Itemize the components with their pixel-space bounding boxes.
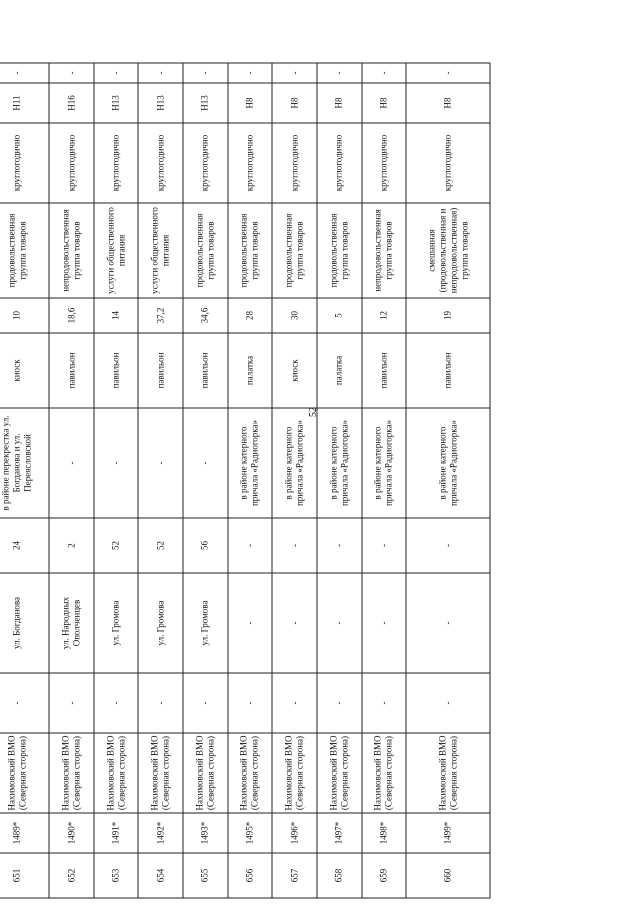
scheme-code-cell: Н16 (49, 83, 94, 123)
col13-cell: - (272, 63, 317, 83)
street-cell: - (362, 573, 407, 673)
table-row (362, 63, 407, 898)
house-cell: 52 (138, 518, 183, 573)
specialization-cell: смешанная (продовольственная и непродовольственная) группа товаров (406, 203, 490, 298)
landmark-cell: в районе катерного причала «Радиогорка» (317, 408, 362, 518)
landmark-cell: в районе катерного причала «Радиогорка» (272, 408, 317, 518)
specialization-cell: услуги общественного питания (138, 203, 183, 298)
object-id: 1489* (0, 813, 49, 853)
period-cell: круглогодично (228, 123, 273, 203)
landmark-cell: - (49, 408, 94, 518)
col13-cell: - (362, 63, 407, 83)
area-cell: 34,6 (183, 298, 228, 333)
row-number: 651 (0, 853, 49, 898)
district-cell: Нахимовский ВМО (Северная сторона) (406, 733, 490, 813)
street-cell: - (228, 573, 273, 673)
col4-cell: - (138, 673, 183, 733)
row-number: 653 (94, 853, 139, 898)
house-cell: 52 (94, 518, 139, 573)
table-row (0, 63, 49, 898)
object-type-cell: павильон (362, 333, 407, 408)
object-type-cell: палатка (317, 333, 362, 408)
house-cell: - (317, 518, 362, 573)
area-cell: 30 (272, 298, 317, 333)
house-cell: 56 (183, 518, 228, 573)
rotated-table (0, 64, 491, 899)
row-number: 658 (317, 853, 362, 898)
scheme-code-cell: Н13 (138, 83, 183, 123)
period-cell: круглогодично (183, 123, 228, 203)
period-cell: круглогодично (272, 123, 317, 203)
house-cell: 24 (0, 518, 49, 573)
area-cell: 12 (362, 298, 407, 333)
street-cell: ул. Богданова (0, 573, 49, 673)
col13-cell: - (49, 63, 94, 83)
street-cell: - (272, 573, 317, 673)
specialization-cell: услуги общественного питания (94, 203, 139, 298)
landmark-cell: в районе катерного причала «Радиогорка» (406, 408, 490, 518)
period-cell: круглогодично (94, 123, 139, 203)
object-id: 1495* (228, 813, 273, 853)
table-row (183, 63, 228, 898)
house-cell: - (362, 518, 407, 573)
table-row (138, 63, 183, 898)
area-cell: 14 (94, 298, 139, 333)
data-table (0, 63, 491, 899)
specialization-cell: продовольственная группа товаров (317, 203, 362, 298)
period-cell: круглогодично (317, 123, 362, 203)
col13-cell: - (228, 63, 273, 83)
table-row (228, 63, 273, 898)
district-cell: Нахимовский ВМО (Северная сторона) (0, 733, 49, 813)
scheme-code-cell: Н13 (183, 83, 228, 123)
district-cell: Нахимовский ВМО (Северная сторона) (94, 733, 139, 813)
street-cell: ул. Народных Ополченцев (49, 573, 94, 673)
object-id: 1493* (183, 813, 228, 853)
object-id: 1496* (272, 813, 317, 853)
object-id: 1491* (94, 813, 139, 853)
col4-cell: - (317, 673, 362, 733)
landmark-cell: - (138, 408, 183, 518)
row-number: 652 (49, 853, 94, 898)
scheme-code-cell: Н8 (228, 83, 273, 123)
district-cell: Нахимовский ВМО (Северная сторона) (183, 733, 228, 813)
district-cell: Нахимовский ВМО (Северная сторона) (49, 733, 94, 813)
scheme-code-cell: Н8 (272, 83, 317, 123)
table-row (49, 63, 94, 898)
specialization-cell: непродовольственная группа товаров (362, 203, 407, 298)
period-cell: круглогодично (0, 123, 49, 203)
object-type-cell: киоск (272, 333, 317, 408)
col13-cell: - (406, 63, 490, 83)
district-cell: Нахимовский ВМО (Северная сторона) (317, 733, 362, 813)
period-cell: круглогодично (138, 123, 183, 203)
row-number: 659 (362, 853, 407, 898)
house-cell: - (272, 518, 317, 573)
object-type-cell: павильон (94, 333, 139, 408)
street-cell: ул. Громова (183, 573, 228, 673)
col4-cell: - (94, 673, 139, 733)
landmark-cell: в районе перекрестка ул. Богданова и ул. Переясловской (0, 408, 49, 518)
house-cell: 2 (49, 518, 94, 573)
specialization-cell: непродовольственная группа товаров (49, 203, 94, 298)
col4-cell: - (183, 673, 228, 733)
object-type-cell: павильон (183, 333, 228, 408)
street-cell: ул. Громова (138, 573, 183, 673)
row-number: 660 (406, 853, 490, 898)
col4-cell: - (228, 673, 273, 733)
table-row (317, 63, 362, 898)
landmark-cell: - (94, 408, 139, 518)
object-type-cell: киоск (0, 333, 49, 408)
object-id: 1499* (406, 813, 490, 853)
period-cell: круглогодично (362, 123, 407, 203)
row-number: 655 (183, 853, 228, 898)
scheme-code-cell: Н8 (406, 83, 490, 123)
district-cell: Нахимовский ВМО (Северная сторона) (272, 733, 317, 813)
scheme-code-cell: Н8 (362, 83, 407, 123)
area-cell: 28 (228, 298, 273, 333)
object-id: 1490* (49, 813, 94, 853)
district-cell: Нахимовский ВМО (Северная сторона) (138, 733, 183, 813)
street-cell: - (317, 573, 362, 673)
period-cell: круглогодично (49, 123, 94, 203)
landmark-cell: в районе катерного причала «Радиогорка» (362, 408, 407, 518)
col4-cell: - (272, 673, 317, 733)
table-row (272, 63, 317, 898)
object-id: 1492* (138, 813, 183, 853)
district-cell: Нахимовский ВМО (Северная сторона) (362, 733, 407, 813)
object-type-cell: палатка (228, 333, 273, 408)
area-cell: 37,2 (138, 298, 183, 333)
col13-cell: - (317, 63, 362, 83)
specialization-cell: продовольственная группа товаров (228, 203, 273, 298)
object-id: 1498* (362, 813, 407, 853)
area-cell: 19 (406, 298, 490, 333)
row-number: 654 (138, 853, 183, 898)
street-cell: ул. Громова (94, 573, 139, 673)
col4-cell: - (406, 673, 490, 733)
object-type-cell: павильон (138, 333, 183, 408)
house-cell: - (406, 518, 490, 573)
specialization-cell: продовольственная группа товаров (272, 203, 317, 298)
scheme-code-cell: Н11 (0, 83, 49, 123)
landmark-cell: в районе катерного причала «Радиогорка» (228, 408, 273, 518)
district-cell: Нахимовский ВМО (Северная сторона) (228, 733, 273, 813)
area-cell: 10 (0, 298, 49, 333)
scheme-code-cell: Н13 (94, 83, 139, 123)
col4-cell: - (362, 673, 407, 733)
street-cell: - (406, 573, 490, 673)
landmark-cell: - (183, 408, 228, 518)
col13-cell: - (183, 63, 228, 83)
table-row (406, 63, 490, 898)
col13-cell: - (138, 63, 183, 83)
row-number: 656 (228, 853, 273, 898)
col4-cell: - (0, 673, 49, 733)
area-cell: 18,6 (49, 298, 94, 333)
object-type-cell: павильон (49, 333, 94, 408)
house-cell: - (228, 518, 273, 573)
col13-cell: - (94, 63, 139, 83)
table-row (94, 63, 139, 898)
specialization-cell: продовольственная группа товаров (183, 203, 228, 298)
object-id: 1497* (317, 813, 362, 853)
specialization-cell: продовольственная группа товаров (0, 203, 49, 298)
page-number: 52 (308, 407, 319, 417)
area-cell: 5 (317, 298, 362, 333)
row-number: 657 (272, 853, 317, 898)
col13-cell: - (0, 63, 49, 83)
scheme-code-cell: Н8 (317, 83, 362, 123)
period-cell: круглогодично (406, 123, 490, 203)
col4-cell: - (49, 673, 94, 733)
object-type-cell: павильон (406, 333, 490, 408)
